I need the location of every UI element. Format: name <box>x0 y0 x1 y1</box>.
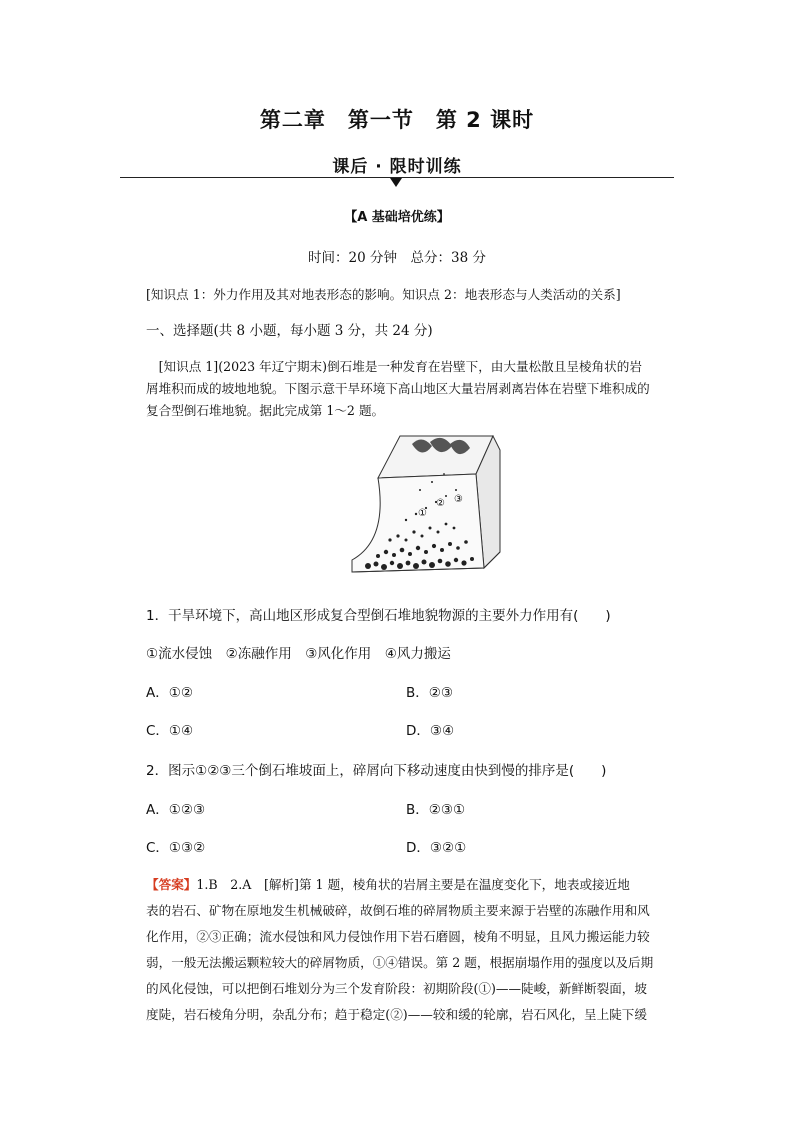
page-title: 第二章 第一节 第 2 课时 <box>259 108 535 132</box>
passage-line: 复合型倒石堆地貌。据此完成第 1～2 题。 <box>146 403 385 418</box>
passage-line: [知识点 1](2023 年辽宁期末)倒石堆是一种发育在岩壁下，由大量松散且呈棱角状的岩 <box>158 359 642 374</box>
answer-line: 表的岩石、矿物在原地发生机械破碎，故倒石堆的碎屑物质主要来源于岩壁的冻融作用和风 <box>146 903 650 918</box>
header-triangle-icon <box>390 178 402 187</box>
answer-text: 1.B 2.A [解析]第 1 题，棱角状的岩屑主要是在温度变化下，地表或接近地 <box>196 877 630 892</box>
question-2-option-d: D．③②① <box>406 840 467 856</box>
passage-line: 屑堆积而成的坡地地貌。下图示意干旱环境下高山地区大量岩屑剥离岩体在岩壁下堆积成的 <box>146 381 650 396</box>
answer-line: 化作用，②③正确；流水侵蚀和风力侵蚀作用下岩石磨圆，棱角不明显，且风力搬运能力较 <box>146 929 650 944</box>
figure-label-1: ① <box>418 508 427 519</box>
question-1-option-d: D．③④ <box>406 723 455 739</box>
figure-label-3: ③ <box>454 494 463 505</box>
question-2-option-c: C．①③② <box>146 840 206 856</box>
question-1-items: ①流水侵蚀 ②冻融作用 ③风化作用 ④风力搬运 <box>146 646 451 662</box>
answer-line: 度陡，岩石棱角分明，杂乱分布；趋于稳定(②)——较和缓的轮廓，岩石风化，呈上陡下缓 <box>146 1007 647 1022</box>
figure-label-2: ② <box>436 498 445 509</box>
page-subtitle: 课后 · 限时训练 <box>332 157 462 177</box>
question-1-option-b: B．②③ <box>406 685 453 701</box>
time-score-line: 时间：20 分钟 总分：38 分 <box>308 250 486 266</box>
answer-label: 【答案】 <box>146 877 197 892</box>
answer-first-line <box>146 872 674 898</box>
answer-line: 的风化侵蚀，可以把倒石堆划分为三个发育阶段：初期阶段(①)——陡峻，新鲜断裂面，坡 <box>146 981 647 996</box>
question-2-stem: 2．图示①②③三个倒石堆坡面上，碎屑向下移动速度由快到慢的排序是( ) <box>146 763 607 779</box>
question-1-option-c: C．①④ <box>146 723 194 739</box>
question-2-option-b: B．②③① <box>406 802 466 818</box>
question-1-stem: 1．干旱环境下，高山地区形成复合型倒石堆地貌物源的主要外力作用有( ) <box>146 608 611 624</box>
question-1-option-a: A．①② <box>146 685 193 701</box>
answer-block <box>146 872 674 1028</box>
part-heading: 一、选择题(共 8 小题，每小题 3 分，共 24 分) <box>146 323 433 339</box>
talus-figure <box>348 430 508 580</box>
knowledge-points: [知识点 1：外力作用及其对地表形态的影响。知识点 2：地表形态与人类活动的关系] <box>146 287 621 302</box>
passage <box>146 356 674 422</box>
question-2-option-a: A．①②③ <box>146 802 206 818</box>
answer-line: 弱，一般无法搬运颗粒较大的碎屑物质，①④错误。第 2 题，根据崩塌作用的强度以及后期 <box>146 955 654 970</box>
section-label: 【A 基础培优练】 <box>344 210 450 225</box>
